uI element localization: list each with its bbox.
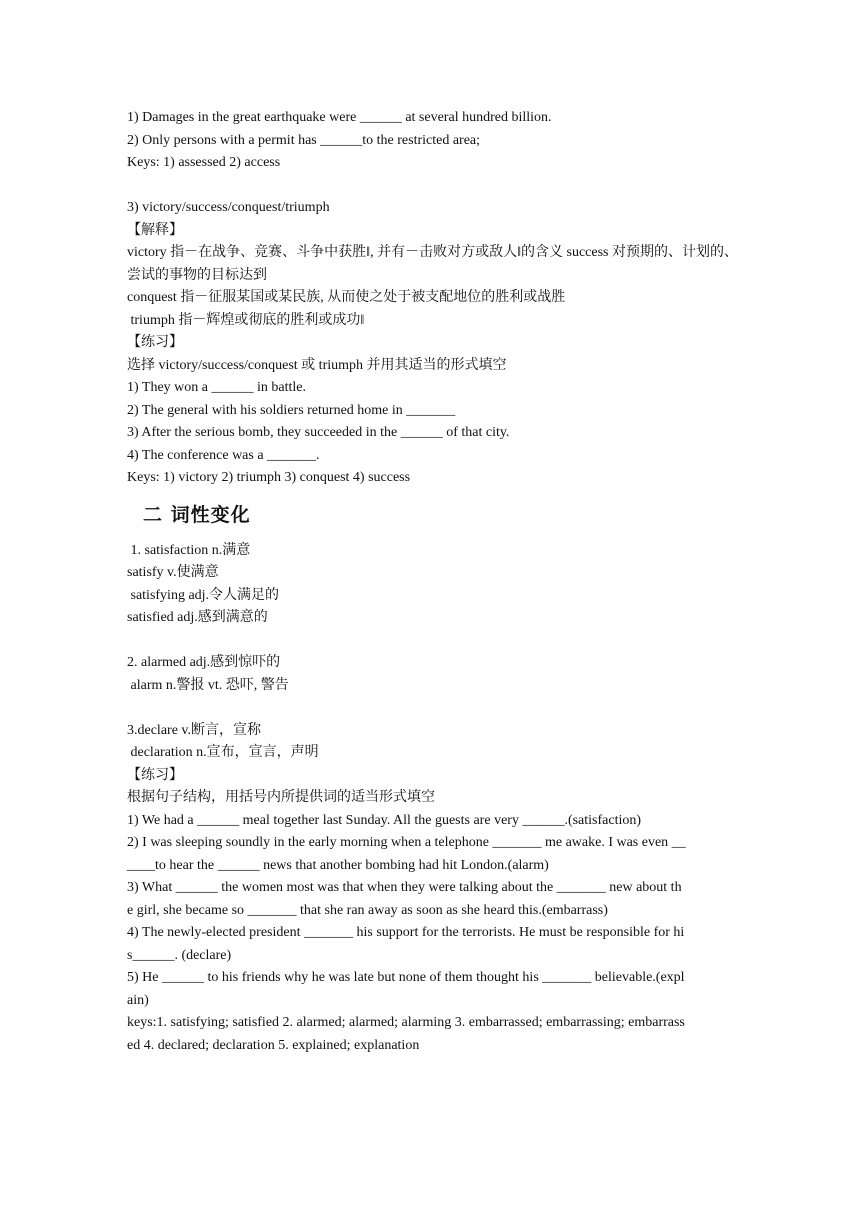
text-line: 2) The general with his soldiers returned home in _______ — [127, 402, 456, 418]
text-line: 选择 victory/success/conquest 或 triumph 并用其适当的形式填空 — [127, 357, 507, 373]
text-line: satisfied adj.感到满意的 — [127, 610, 268, 625]
text-line: 4) The newly-elected president _______ his support for the terrorists. He must be responsible for hi — [127, 925, 685, 940]
explanation-label: 【解释】 — [127, 222, 183, 238]
word-group-declare — [127, 720, 739, 1058]
text-line: 根据句子结构，用括号内所提供词的适当形式填空 — [127, 790, 435, 805]
document-page — [127, 107, 739, 1057]
text-line: 2) Only persons with a permit has ______to the restricted area; — [127, 132, 481, 148]
keys-line: Keys: 1) victory 2) triumph 3) conquest 4) success — [127, 470, 411, 485]
text-line: 1) They won a ______ in battle. — [127, 380, 306, 395]
text-line: alarm n.警报 vt. 恐吓, 警告 — [127, 677, 289, 693]
keys-line: ed 4. declared; declaration 5. explained; explanation — [127, 1037, 420, 1053]
text-line: 4) The conference was a _______. — [127, 447, 320, 463]
practice-label: 【练习】 — [127, 335, 183, 350]
exercise-block-assess — [127, 107, 739, 175]
text-line: ain) — [127, 992, 149, 1008]
text-line: 2. alarmed adj.感到惊吓的 — [127, 655, 281, 670]
text-line: 1) We had a ______ meal together last Sunday. All the guests are very ______.(satisfaction) — [127, 812, 642, 828]
text-line: triumph 指－辉煌或彻底的胜利或成功‖ — [127, 312, 365, 328]
text-line: victory 指－在战争、竞赛、斗争中获胜‖, 并有－击败对方或敌人‖的含义 success 对预期的、计划的、尝试的事物的目标达到 — [127, 245, 739, 283]
spacer — [127, 697, 739, 720]
exercise-block-victory — [127, 197, 739, 490]
text-line: ____to hear the ______ news that another bombing had hit London.(alarm) — [127, 857, 549, 873]
keys-line: Keys: 1) assessed 2) access — [127, 155, 281, 170]
section-heading: 二 词性变化 — [143, 503, 251, 526]
text-line: 5) He ______ to his friends why he was late but none of them thought his _______ believable.(expl — [127, 970, 685, 985]
text-line: declaration n.宣布，宣言，声明 — [127, 745, 319, 760]
text-line: 3) What ______ the women most was that when they were talking about the _______ new about th — [127, 880, 682, 895]
text-line: 3.declare v.断言，宣称 — [127, 722, 261, 738]
text-line: e girl, she became so _______ that she ran away as soon as she heard this.(embarrass) — [127, 902, 608, 918]
text-line: satisfy v.使满意 — [127, 565, 219, 580]
text-line: 1. satisfaction n.满意 — [127, 542, 251, 558]
spacer — [127, 175, 739, 198]
text-line: s______. (declare) — [127, 947, 232, 963]
text-line: 2) I was sleeping soundly in the early morning when a telephone _______ me awake. I was even __ — [127, 835, 686, 850]
text-line: 3) victory/success/conquest/triumph — [127, 200, 330, 215]
practice-label: 【练习】 — [127, 767, 183, 783]
spacer — [127, 630, 739, 653]
text-line: 1) Damages in the great earthquake were ______ at several hundred billion. — [127, 110, 552, 125]
text-line: conquest 指－征服某国或某民族, 从而使之处于被支配地位的胜利或战胜 — [127, 290, 566, 305]
word-group-satisfaction — [127, 540, 739, 630]
word-group-alarm — [127, 652, 739, 697]
text-line: 3) After the serious bomb, they succeeded in the ______ of that city. — [127, 425, 510, 440]
text-line: satisfying adj.令人满足的 — [127, 587, 280, 603]
keys-line: keys:1. satisfying; satisfied 2. alarmed; alarmed; alarming 3. embarrassed; embarrassing; embarrass — [127, 1015, 685, 1030]
